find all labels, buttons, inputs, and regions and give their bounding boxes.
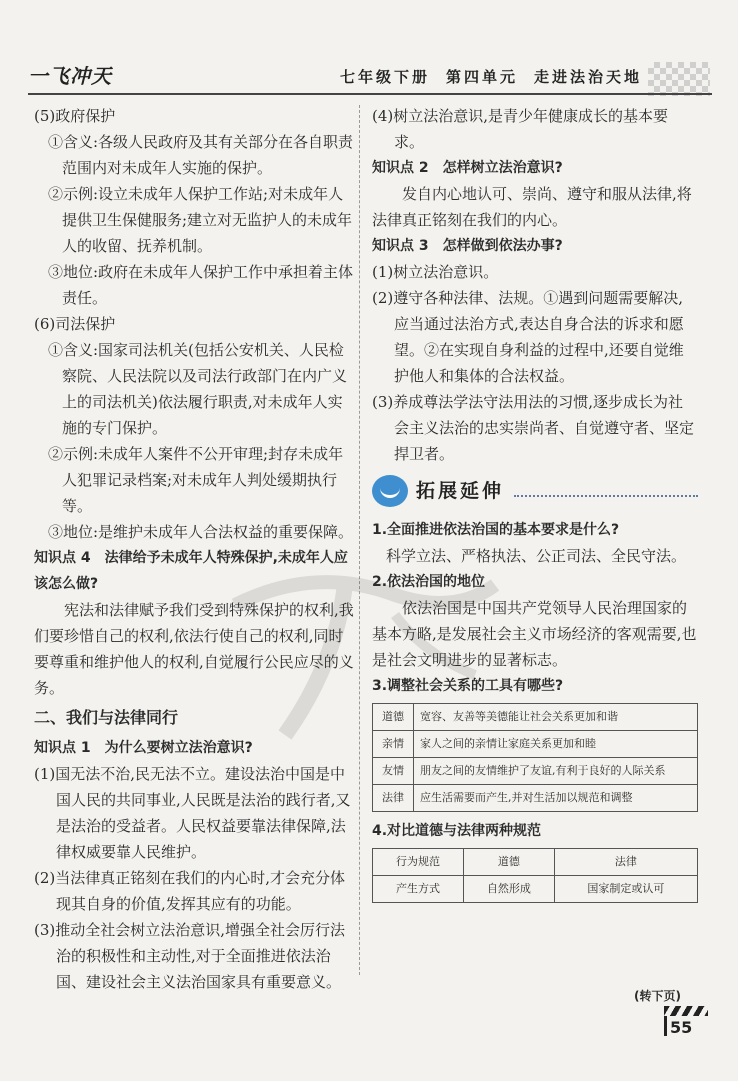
- table-row: [373, 731, 698, 758]
- list-item: (1)国无法不治,民无法不立。建设法治中国是中国人民的共同事业,人民既是法治的践行者,又是法治的受益者。人民权益要靠法律保障,法律权威要靠人民维护。: [34, 765, 351, 861]
- list-item: (2)当法律真正铭刻在我们的内心时,才会充分体现其自身的价值,发挥其应有的功能。: [34, 869, 346, 913]
- table-cell: 产生方式: [373, 876, 464, 903]
- knowledge-point-title: 知识点 4 法律给予未成年人特殊保护,未成年人应该怎么做?: [34, 550, 348, 592]
- table-cell: 道德: [373, 704, 414, 731]
- brand-logo: 一飞冲天: [28, 64, 112, 88]
- list-item: ①含义:各级人民政府及其有关部分在各自职责范围内对未成年人实施的保护。: [48, 133, 354, 177]
- table-row: [373, 876, 698, 903]
- comparison-table: [372, 848, 698, 903]
- paragraph: 发自内心地认可、崇尚、遵守和服从法律,将法律真正铭刻在我们的内心。: [372, 185, 692, 229]
- table-cell: 亲情: [373, 731, 414, 758]
- knowledge-point-title: 知识点 1 为什么要树立法治意识?: [34, 740, 253, 756]
- relations-table: [372, 703, 698, 812]
- table-cell: 友情: [373, 758, 414, 785]
- page-number-badge: [664, 1006, 708, 1036]
- header-rule: [28, 93, 712, 95]
- table-cell: 国家制定或认可: [554, 876, 697, 903]
- paragraph: 宪法和法律赋予我们受到特殊保护的权利,我们要珍惜自己的权利,依法行使自己的权利,同时要尊重和维护他人的权利,自觉履行公民应尽的义务。: [34, 601, 354, 697]
- paragraph: 依法治国是中国共产党领导人民治理国家的基本方略,是发展社会主义市场经济的客观需要,也是社会文明进步的显著标志。: [372, 599, 697, 669]
- knowledge-point-title: 知识点 3 怎样做到依法办事?: [372, 238, 563, 254]
- table-cell: 宽容、友善等美德能让社会关系更加和谐: [414, 704, 698, 731]
- stripe-decoration: [664, 1006, 708, 1016]
- extension-heading: 1.全面推进依法治国的基本要求是什么?: [372, 522, 620, 538]
- extension-heading: 2.依法治国的地位: [372, 574, 486, 590]
- section-heading: 二、我们与法律同行: [34, 708, 179, 727]
- header-grade: 七年级下册: [340, 68, 431, 86]
- extension-heading: 3.调整社会关系的工具有哪些?: [372, 678, 564, 694]
- list-item: ②示例:设立未成年人保护工作站;对未成年人提供卫生保健服务;建立对无监护人的未成年人的收留、抚养机制。: [48, 185, 353, 255]
- table-cell: 朋友之间的友情维护了友谊,有利于良好的人际关系: [414, 758, 698, 785]
- checker-decoration: [648, 62, 710, 96]
- banner-title: 拓展延伸: [416, 480, 505, 502]
- table-cell: 自然形成: [464, 876, 555, 903]
- table-cell: 法律: [373, 785, 414, 812]
- left-column: [34, 103, 356, 995]
- extension-banner: [372, 473, 698, 509]
- column-divider: [359, 105, 360, 975]
- list-item: (4)树立法治意识,是青少年健康成长的基本要求。: [372, 107, 669, 151]
- table-cell: 道德: [464, 849, 555, 876]
- badge-bar: [664, 1016, 667, 1036]
- table-cell: 家人之间的亲情让家庭关系更加和睦: [414, 731, 698, 758]
- list-item: ②示例:未成年人案件不公开审理;封存未成年人犯罪记录档案;对未成年人判处缓期执行等。: [48, 445, 344, 515]
- table-cell: 行为规范: [373, 849, 464, 876]
- table-row: [373, 704, 698, 731]
- table-cell: 应生活需要而产生,并对生活加以规范和调整: [414, 785, 698, 812]
- list-item: ③地位:是维护未成年人合法权益的重要保障。: [48, 523, 354, 541]
- table-row: [373, 785, 698, 812]
- list-item: (3)养成尊法学法守法用法的习惯,逐步成长为社会主义法治的忠实崇尚者、自觉遵守者、坚定捍卫者。: [372, 393, 695, 463]
- right-column: [372, 103, 698, 909]
- running-header: [340, 66, 658, 87]
- swoosh-icon: [372, 475, 408, 507]
- banner-dotted-line: [514, 495, 698, 497]
- table-row: [373, 758, 698, 785]
- list-item: (3)推动全社会树立法治意识,增强全社会厉行法治的积极性和主动性,对于全面推进依法治国、建设社会主义法治国家具有重要意义。: [34, 921, 346, 991]
- list-item: (1)树立法治意识。: [372, 263, 499, 281]
- list-item: ③地位:政府在未成年人保护工作中承担着主体责任。: [48, 263, 354, 307]
- subsection-title: (5)政府保护: [34, 107, 116, 125]
- page-number: 55: [670, 1018, 693, 1037]
- paragraph: 科学立法、严格执法、公正司法、全民守法。: [386, 547, 687, 565]
- knowledge-point-title: 知识点 2 怎样树立法治意识?: [372, 160, 563, 176]
- table-cell: 法律: [554, 849, 697, 876]
- continue-note: (转下页): [634, 989, 681, 1003]
- header-title: 走进法治天地: [534, 68, 643, 86]
- table-header-row: [373, 849, 698, 876]
- extension-heading: 4.对比道德与法律两种规范: [372, 823, 542, 839]
- list-item: ①含义:国家司法机关(包括公安机关、人民检察院、人民法院以及司法行政部门在内广义上的司法机关)依法履行职责,对未成年人实施的专门保护。: [48, 341, 348, 437]
- list-item: (2)遵守各种法律、法规。①遇到问题需要解决,应当通过法治方式,表达自身合法的诉求和愿望。②在实现自身利益的过程中,还要自觉维护他人和集体的合法权益。: [372, 289, 684, 385]
- header-unit: 第四单元: [446, 68, 519, 86]
- subsection-title: (6)司法保护: [34, 315, 116, 333]
